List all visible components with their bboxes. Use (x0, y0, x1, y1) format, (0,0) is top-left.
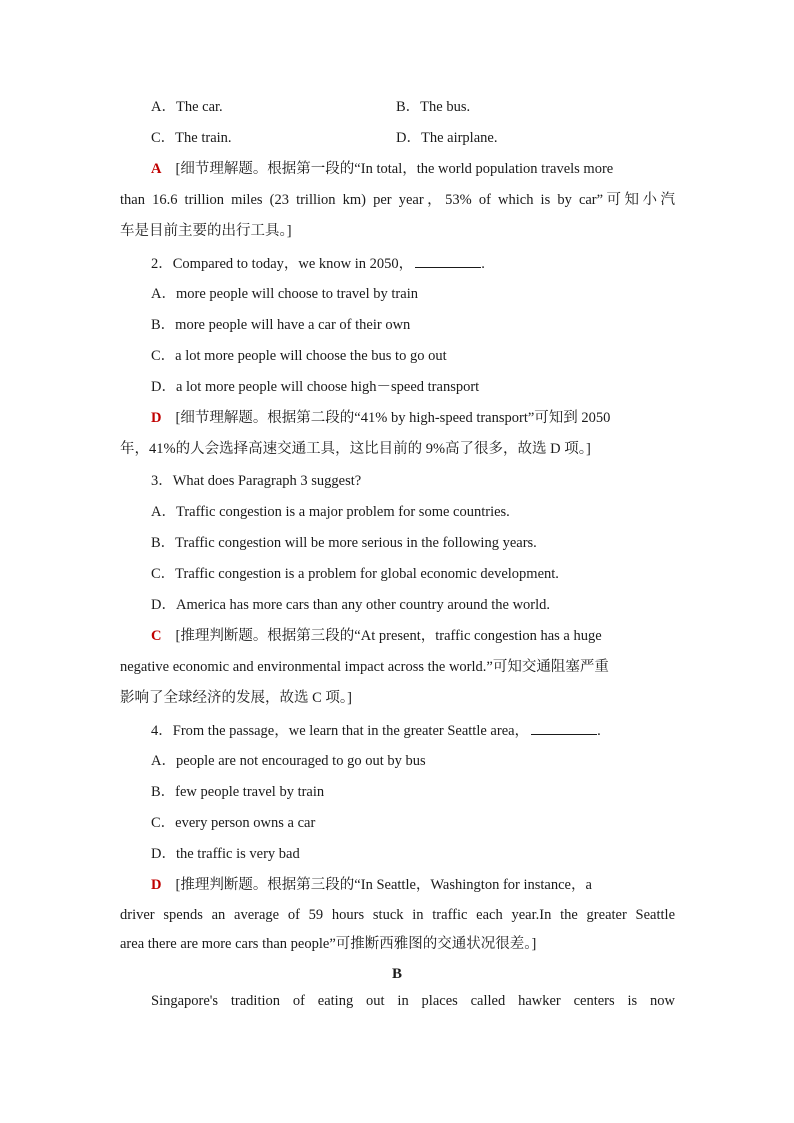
q2-stem (151, 253, 706, 274)
q3-answer-line-1 (151, 626, 675, 646)
q3-explanation-2: negative economic and environmental impact across the world.”可知交通阻塞严重 (120, 659, 609, 675)
q3-explanation-3: 影响了全球经济的发展，故选 C 项。] (120, 690, 352, 706)
q3-option-a: A．Traffic congestion is a major problem for some countries. (151, 504, 510, 520)
q3-explanation-1: [推理判断题。根据第三段的“At present，traffic congestion has a huge (175, 628, 602, 644)
q2-option-b: B．more people will have a car of their own (151, 317, 411, 333)
q1-option-a: A．The car. (151, 99, 223, 115)
q2-answer-line-1 (151, 408, 675, 428)
q2-option-c: C．a lot more people will choose the bus to go out (151, 348, 447, 364)
passage-first-line: Singapore's tradition of eating out in places called hawker centers is now (151, 993, 675, 1009)
q2-stem-end: . (481, 256, 485, 272)
q1-explanation-3: 车是目前主要的出行工具。] (120, 223, 292, 239)
q2-explanation-1: [细节理解题。根据第二段的“41% by high-speed transport”可知到 2050 (175, 410, 611, 426)
section-heading: B (391, 966, 402, 982)
q4-answer-line-1 (151, 875, 675, 895)
q2-explanation-2: 年，41%的人会选择高速交通工具，这比目前的 9%高了很多，故选 D 项。] (120, 441, 591, 457)
q1-option-b: B．The bus. (396, 99, 471, 115)
q4-blank (531, 720, 597, 735)
q2-stem-text: 2．Compared to today，we know in 2050， (151, 256, 414, 272)
q2-option-a: A．more people will choose to travel by train (151, 286, 418, 302)
q2-blank (415, 253, 481, 268)
q4-option-d: D．the traffic is very bad (151, 846, 300, 862)
q1-explanation-2: than 16.6 trillion miles (23 trillion km) per year，53% of which is by car”可知小汽 (120, 192, 675, 208)
q3-option-d: D．America has more cars than any other country around the world. (151, 597, 551, 613)
q4-explanation-3: area there are more cars than people”可推断西雅图的交通状况很差。] (120, 936, 537, 952)
q1-answer-letter: A (151, 161, 162, 177)
q3-option-c: C．Traffic congestion is a problem for global economic development. (151, 566, 559, 582)
q1-option-d: D．The airplane. (396, 130, 498, 146)
q4-stem-text: 4．From the passage，we learn that in the greater Seattle area， (151, 723, 530, 739)
q3-option-b: B．Traffic congestion will be more serious in the following years. (151, 535, 537, 551)
q4-stem (151, 720, 706, 741)
q4-explanation-1: [推理判断题。根据第三段的“In Seattle，Washington for instance，a (175, 877, 592, 893)
q4-option-c: C．every person owns a car (151, 815, 316, 831)
q1-answer-line-1 (151, 159, 675, 179)
q4-explanation-2: driver spends an average of 59 hours stuck in traffic each year.In the greater Seattle (120, 907, 675, 923)
q2-option-d: D．a lot more people will choose high－speed transport (151, 379, 480, 395)
q4-option-a: A．people are not encouraged to go out by bus (151, 753, 426, 769)
q4-stem-end: . (597, 723, 601, 739)
q1-explanation-1: [细节理解题。根据第一段的“In total，the world population travels more (175, 161, 614, 177)
q4-option-b: B．few people travel by train (151, 784, 325, 800)
q3-answer-letter: C (151, 628, 162, 644)
q1-option-c: C．The train. (151, 130, 232, 146)
q3-stem: 3．What does Paragraph 3 suggest? (151, 473, 362, 489)
q4-answer-letter: D (151, 877, 162, 893)
q2-answer-letter: D (151, 410, 162, 426)
